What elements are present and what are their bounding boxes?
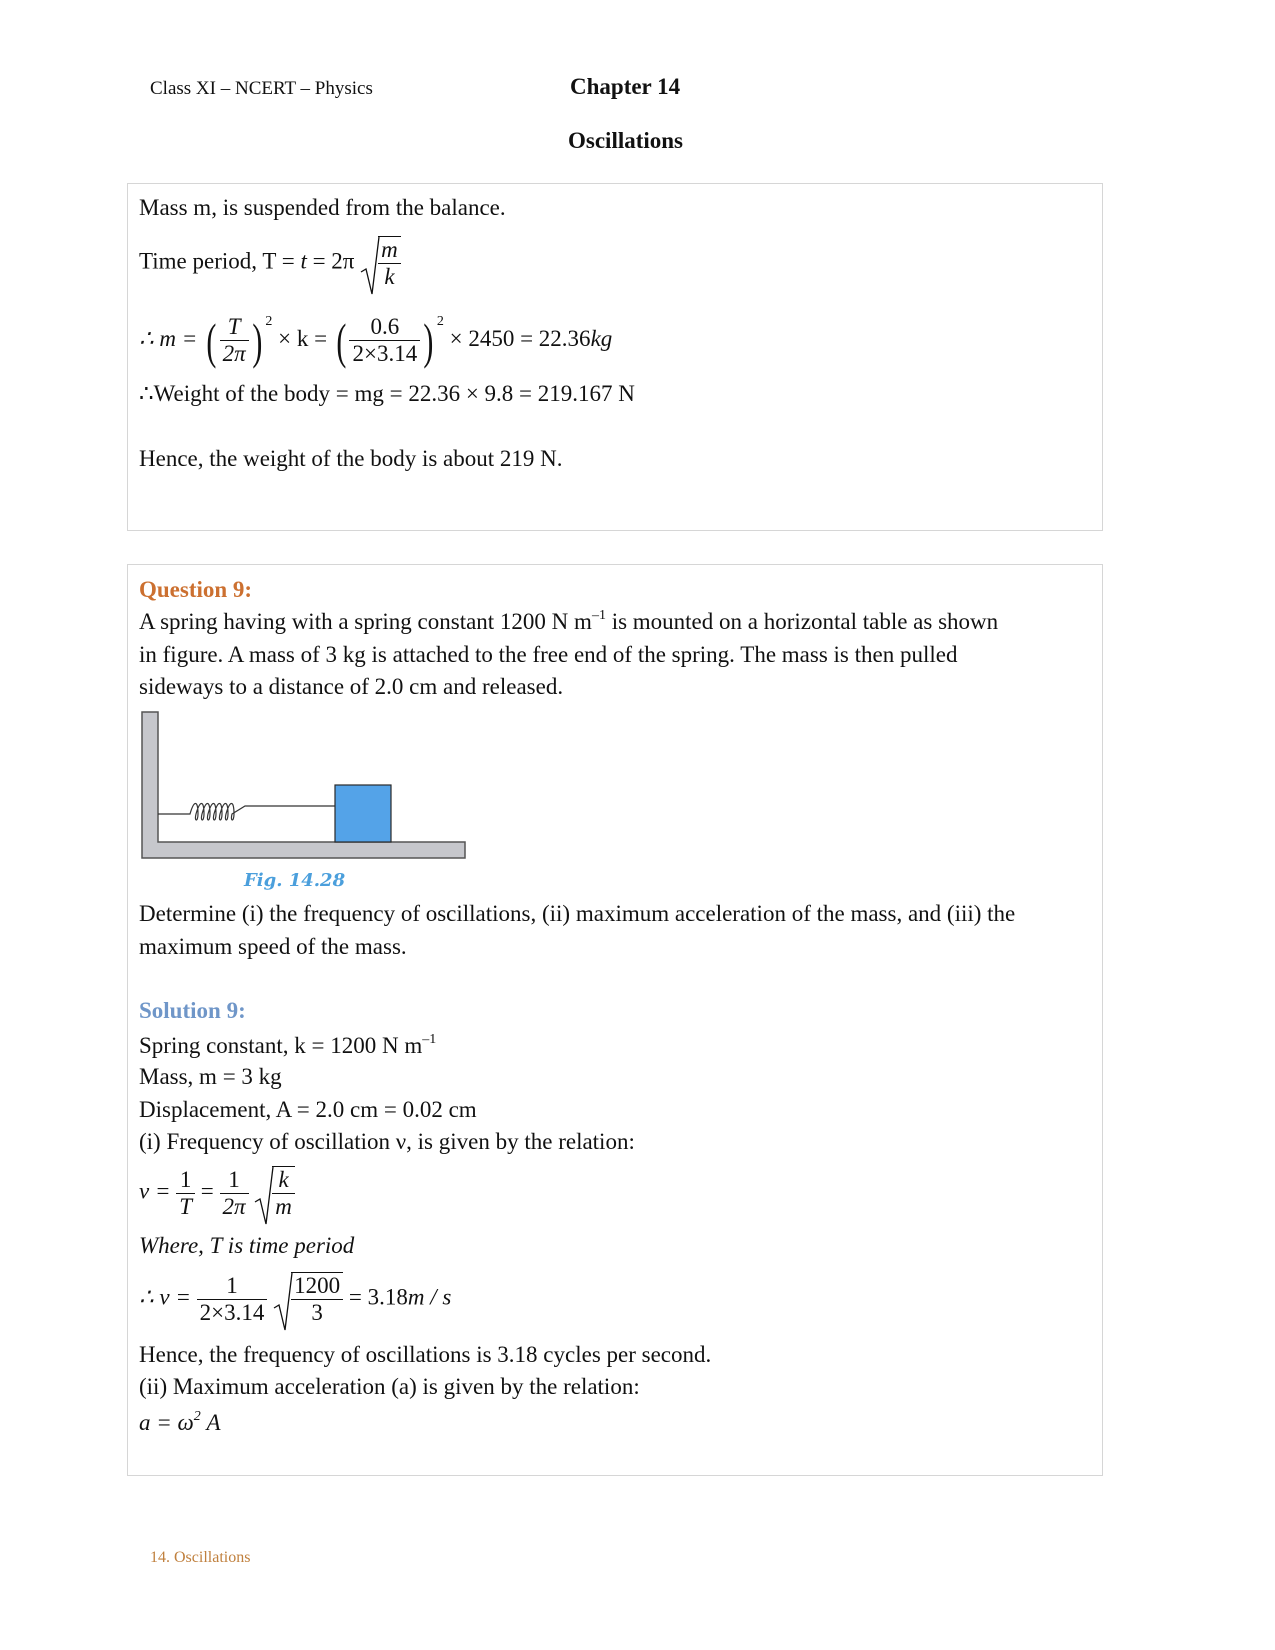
determine-line2: maximum speed of the mass. (139, 934, 407, 959)
th-unit: m / s (407, 1284, 452, 1310)
frac1-num: 1 (176, 1167, 195, 1194)
chapter-topic: Oscillations (568, 128, 684, 153)
acceleration-formula (139, 1409, 221, 1437)
spring-mass-figure (140, 710, 470, 860)
question-p1-text: A spring having with a spring constant 1200 N m (139, 609, 592, 634)
where-line: Where, T is time period (139, 1233, 355, 1258)
m-T: T (220, 314, 249, 341)
tp-den: k (384, 264, 395, 289)
hence-weight: Hence, the weight of the body is about 219 N. (139, 446, 563, 471)
sqrt2-den: 3 (311, 1300, 323, 1325)
frequency-result (139, 1272, 451, 1326)
solution-s1-text: Spring constant, k = 1200 N m (139, 1033, 423, 1058)
sqrt-den: m (275, 1194, 292, 1219)
header-subject: Class XI – NCERT – Physics (150, 78, 373, 99)
th-result: = 3.18 (348, 1284, 408, 1310)
sqrt-1200-over-3 (273, 1272, 343, 1326)
th-den: 2×3.14 (199, 1299, 265, 1325)
th-num: 1 (197, 1273, 268, 1300)
a-eq: a = ω (139, 1410, 194, 1435)
chapter-title: Chapter 14 (570, 74, 681, 99)
weight-line: ∴Weight of the body = mg = 22.36 × 9.8 = 219.167 N (139, 381, 635, 406)
time-period-label: Time period, T = (139, 248, 301, 274)
spring (158, 804, 335, 821)
wall-and-table (142, 712, 465, 858)
solution-s1 (139, 1032, 436, 1060)
m-den: 2×3.14 (352, 341, 418, 366)
tp-eq: = 2π (306, 248, 355, 274)
time-period-line (139, 236, 401, 290)
figure-caption: Fig. 14.28 (244, 870, 346, 891)
th-nu: ∴ ν = (139, 1284, 191, 1310)
nu-label: ν = (139, 1178, 171, 1204)
solution-s3: Displacement, A = 2.0 cm = 0.02 cm (139, 1097, 477, 1122)
question-p1 (139, 608, 998, 636)
question-p3: sideways to a distance of 2.0 cm and released. (139, 674, 564, 699)
mass-block (335, 785, 391, 842)
m-sq2: 2 (436, 314, 444, 329)
mass-line: Mass m, is suspended from the balance. (139, 195, 506, 220)
therefore-m: ∴ m = (139, 325, 198, 351)
m-sq: 2 (265, 314, 273, 329)
footer-label: 14. Oscillations (150, 1549, 251, 1566)
mass-formula-line: ∴ m = ( $\frac{T}{2\pi}$ ) $^2$ × k = ( $\frac{0.6}{2\times 3.14}$ ) $^2$ × 2450 = 22.36kg (139, 312, 613, 369)
solution-s4: (i) Frequency of oscillation ν, is given by the relation: (139, 1129, 635, 1154)
solution-s2: Mass, m = 3 kg (139, 1064, 282, 1089)
m-unit: kg (590, 325, 613, 351)
question-title: Question 9: (139, 577, 253, 602)
question-p2: in figure. A mass of 3 kg is attached to the free end of the spring. The mass is then pulled (139, 642, 958, 667)
frac2-num: 1 (220, 1167, 249, 1194)
determine-line1: Determine (i) the frequency of oscillations, (ii) maximum acceleration of the mass, and (iii) the (139, 901, 1016, 926)
frequency-formula (139, 1166, 295, 1220)
tp-num: m (378, 237, 401, 264)
solution-s1-sup: –1 (422, 1032, 437, 1047)
a-sup: 2 (193, 1409, 201, 1424)
solution-hence: Hence, the frequency of oscillations is 3.18 cycles per second. (139, 1342, 712, 1367)
eq-sign: = (195, 1178, 220, 1204)
sqrt-num: k (272, 1167, 295, 1194)
sqrt-k-over-m (254, 1166, 295, 1220)
m-2pi: 2π (222, 341, 246, 366)
frac2-den: 2π (222, 1193, 246, 1219)
question-p1-sup: –1 (591, 608, 606, 623)
sqrt2-num: 1200 (291, 1273, 343, 1300)
sqrt-m-over-k (360, 236, 401, 290)
question-p1-end: is mounted on a horizontal table as shown (605, 609, 999, 634)
tp-t: t (300, 248, 307, 274)
frac1-den: T (179, 1193, 193, 1219)
solution-title: Solution 9: (139, 998, 246, 1023)
m-result: × 2450 = 22.36 (449, 325, 591, 351)
m-xk: × k = (278, 325, 333, 351)
a-end: A (200, 1410, 221, 1435)
m-num: 0.6 (349, 314, 420, 341)
solution-s5: (ii) Maximum acceleration (a) is given by the relation: (139, 1374, 640, 1399)
